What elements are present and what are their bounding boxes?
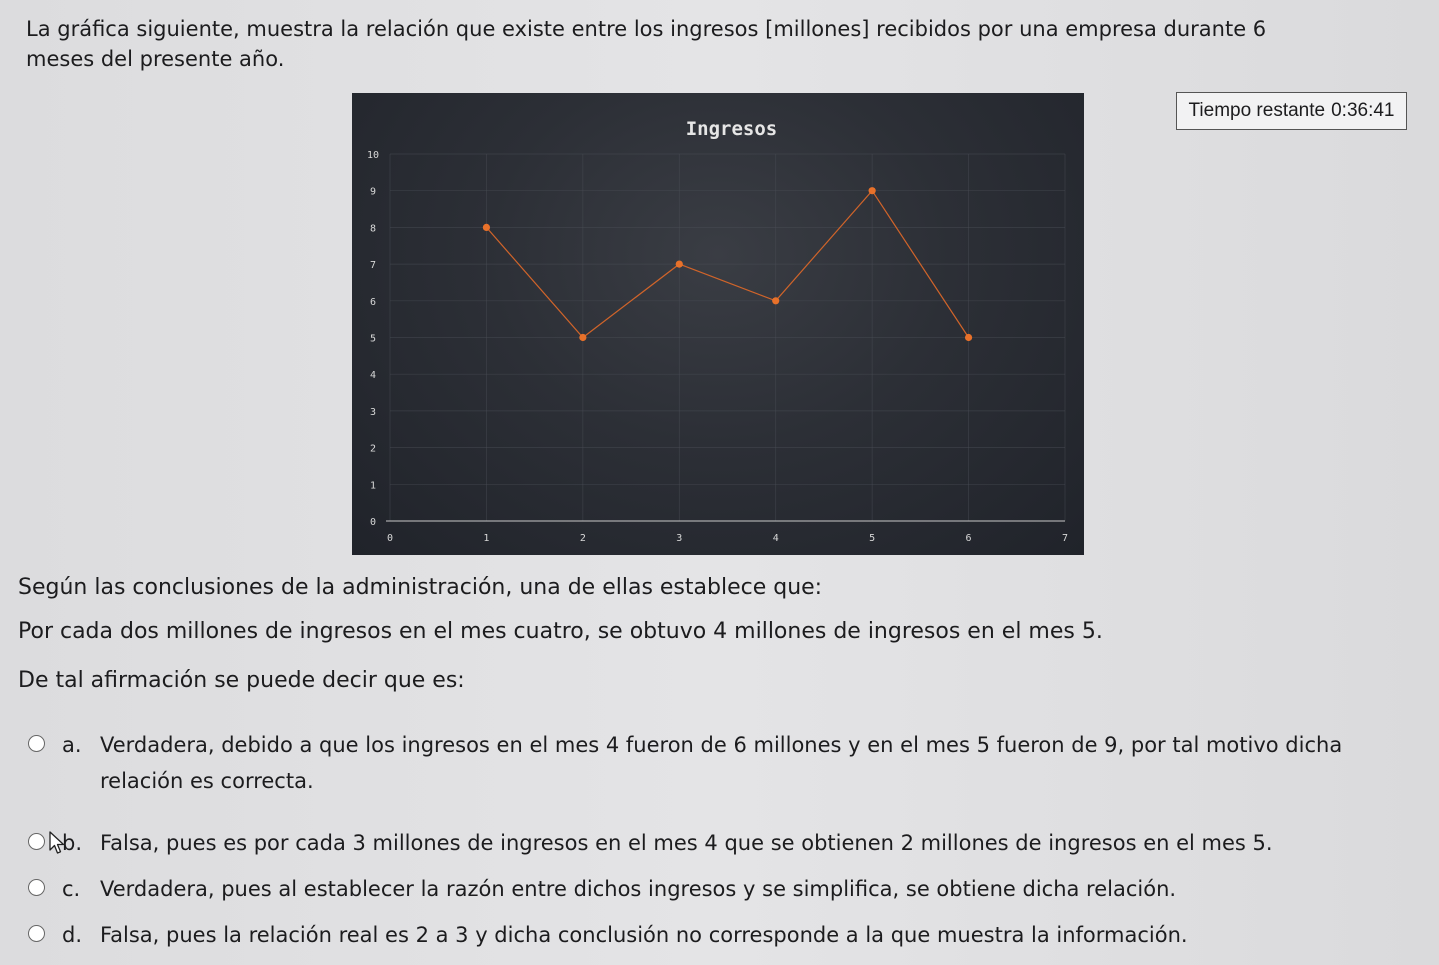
income-chart-svg — [352, 93, 1084, 555]
x-tick-label: 6 — [965, 533, 972, 544]
chart-title: Ingresos — [685, 118, 778, 140]
option-b-radio[interactable] — [28, 833, 45, 850]
y-tick-label: 2 — [369, 443, 377, 455]
timer — [1176, 92, 1407, 130]
y-tick-label: 9 — [369, 186, 377, 198]
option-c-radio[interactable] — [28, 879, 45, 896]
answer-options — [28, 727, 1388, 953]
x-tick-label: 3 — [676, 533, 683, 544]
y-tick-label: 4 — [369, 370, 377, 382]
question-intro: La gráfica siguiente, muestra la relación que existe entre los ingresos [millones] recibidos por una empresa durante 6 meses del presente año. — [26, 17, 1267, 71]
x-tick-label: 7 — [1061, 533, 1069, 544]
data-point — [676, 261, 683, 268]
x-tick-label: 0 — [386, 533, 394, 544]
option-c-text: Verdadera, pues al establecer la razón entre dichos ingresos y se simplifica, se obtiene dicha relación. — [100, 877, 1177, 901]
option-b-text: Falsa, pues es por cada 3 millones de ingresos en el mes 4 que se obtienen 2 millones de ingresos en el mes 5. — [100, 831, 1273, 855]
y-tick-label: 5 — [369, 333, 377, 345]
x-tick-label: 4 — [772, 533, 779, 544]
option-a-text: Verdadera, debido a que los ingresos en el mes 4 fueron de 6 millones y en el mes 5 fueron de 9, por tal motivo dicha relación es correcta. — [100, 733, 1343, 793]
data-point — [483, 224, 490, 231]
data-point — [772, 297, 779, 304]
option-b[interactable] — [28, 825, 1388, 861]
timer-value: 0:36:41 — [1331, 100, 1395, 121]
x-tick-label: 1 — [483, 533, 490, 544]
option-a[interactable] — [28, 727, 1388, 799]
y-tick-label: 8 — [369, 223, 377, 235]
y-tick-label: 6 — [369, 296, 377, 308]
x-tick-label: 5 — [869, 533, 876, 544]
option-a-radio[interactable] — [28, 735, 45, 752]
mouse-cursor-icon — [48, 830, 66, 856]
option-a-letter: a. — [62, 733, 82, 757]
option-d[interactable] — [28, 917, 1388, 953]
option-d-radio[interactable] — [28, 925, 45, 942]
data-point — [869, 187, 876, 194]
option-d-text: Falsa, pues la relación real es 2 a 3 y dicha conclusión no corresponde a la que muestra la información. — [100, 923, 1188, 947]
option-c[interactable] — [28, 871, 1388, 907]
y-tick-label: 3 — [369, 406, 377, 418]
option-c-letter: c. — [62, 877, 81, 901]
conclusion-intro: Según las conclusiones de la administración, una de ellas establece que: — [18, 575, 823, 600]
x-tick-label: 2 — [579, 533, 586, 544]
data-point — [965, 334, 972, 341]
option-d-letter: d. — [62, 923, 83, 947]
data-point — [579, 334, 586, 341]
income-chart — [352, 93, 1084, 555]
y-tick-label: 7 — [369, 260, 377, 272]
y-tick-label: 10 — [366, 150, 380, 161]
option-b-letter: b. — [62, 831, 83, 855]
y-tick-label: 0 — [369, 517, 377, 528]
y-tick-label: 1 — [369, 480, 377, 492]
question-prompt: De tal afirmación se puede decir que es: — [18, 668, 465, 693]
timer-label: Tiempo restante — [1188, 100, 1326, 121]
claim-statement: Por cada dos millones de ingresos en el mes cuatro, se obtuvo 4 millones de ingresos en el mes 5. — [18, 619, 1103, 644]
